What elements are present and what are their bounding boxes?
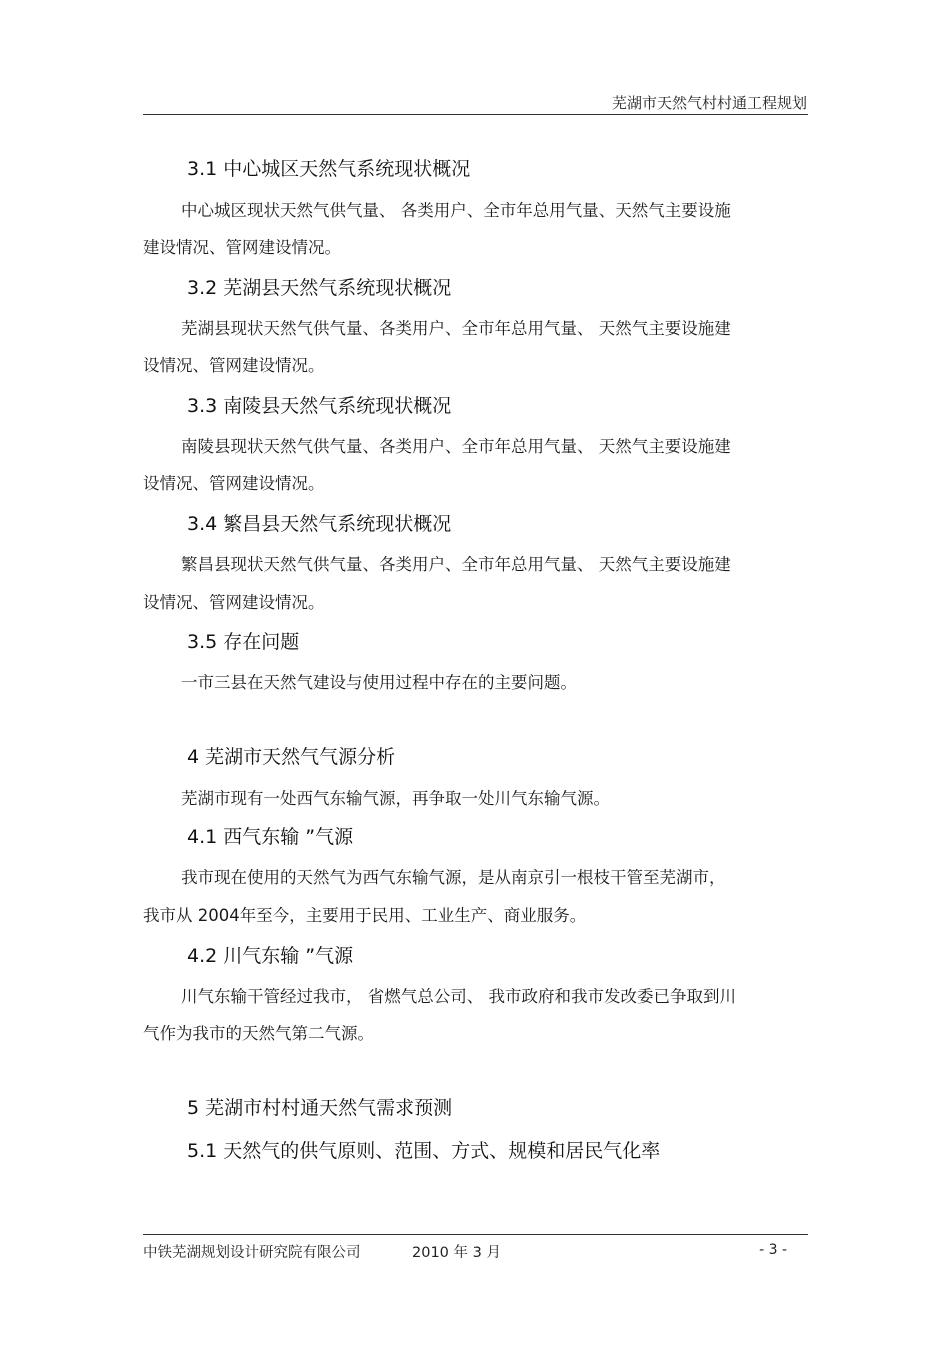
heading-3-2: 3.2 芜湖县天然气系统现状概况: [187, 277, 452, 299]
paragraph-3-3-line2: 设情况、管网建设情况。: [143, 474, 325, 493]
paragraph-3-4-line1: 繁昌县现状天然气供气量、各类用户、全市年总用气量、 天然气主要设施建: [181, 555, 731, 574]
paragraph-3-5-line1: 一市三县在天然气建设与使用过程中存在的主要问题。: [181, 673, 577, 692]
heading-4-1: 4.1 西气东输 ”气源: [187, 826, 354, 848]
heading-3-5: 3.5 存在问题: [187, 631, 300, 653]
heading-3-3: 3.3 南陵县天然气系统现状概况: [187, 395, 452, 417]
header-rule: [143, 114, 808, 115]
footer-organization: 中铁芜湖规划设计研究院有限公司: [143, 1245, 361, 1261]
footer-rule: [143, 1234, 808, 1235]
paragraph-4-2-line1: 川气东输干管经过我市， 省燃气总公司、 我市政府和我市发改委已争取到川: [181, 987, 736, 1006]
paragraph-4-1-line2: 我市从 2004年至今，主要用于民用、工业生产、商业服务。: [143, 906, 587, 925]
paragraph-4-line1: 芜湖市现有一处西气东输气源，再争取一处川气东输气源。: [181, 789, 610, 808]
paragraph-3-3-line1: 南陵县现状天然气供气量、各类用户、全市年总用气量、 天然气主要设施建: [181, 437, 731, 456]
paragraph-3-2-line2: 设情况、管网建设情况。: [143, 356, 325, 375]
heading-5: 5 芜湖市村村通天然气需求预测: [187, 1097, 453, 1119]
paragraph-4-2-line2: 气作为我市的天然气第二气源。: [143, 1024, 374, 1043]
paragraph-4-1-line1: 我市现在使用的天然气为西气东输气源，是从南京引一根枝干管至芜湖市，: [181, 868, 726, 887]
paragraph-3-4-line2: 设情况、管网建设情况。: [143, 593, 325, 612]
heading-4: 4 芜湖市天然气气源分析: [187, 746, 396, 768]
page-number: - 3 -: [759, 1242, 787, 1258]
heading-3-4: 3.4 繁昌县天然气系统现状概况: [187, 513, 452, 535]
paragraph-3-1-line2: 建设情况、管网建设情况。: [143, 238, 341, 257]
heading-3-1: 3.1 中心城区天然气系统现状概况: [187, 158, 471, 180]
heading-5-1: 5.1 天然气的供气原则、范围、方式、规模和居民气化率: [187, 1140, 661, 1162]
paragraph-3-1-line1: 中心城区现状天然气供气量、 各类用户、全市年总用气量、天然气主要设施: [181, 201, 731, 220]
footer-date: 2010 年 3 月: [412, 1245, 501, 1261]
running-header: 芜湖市天然气村村通工程规划: [611, 94, 807, 112]
heading-4-2: 4.2 川气东输 ”气源: [187, 945, 354, 967]
paragraph-3-2-line1: 芜湖县现状天然气供气量、各类用户、全市年总用气量、 天然气主要设施建: [181, 319, 731, 338]
